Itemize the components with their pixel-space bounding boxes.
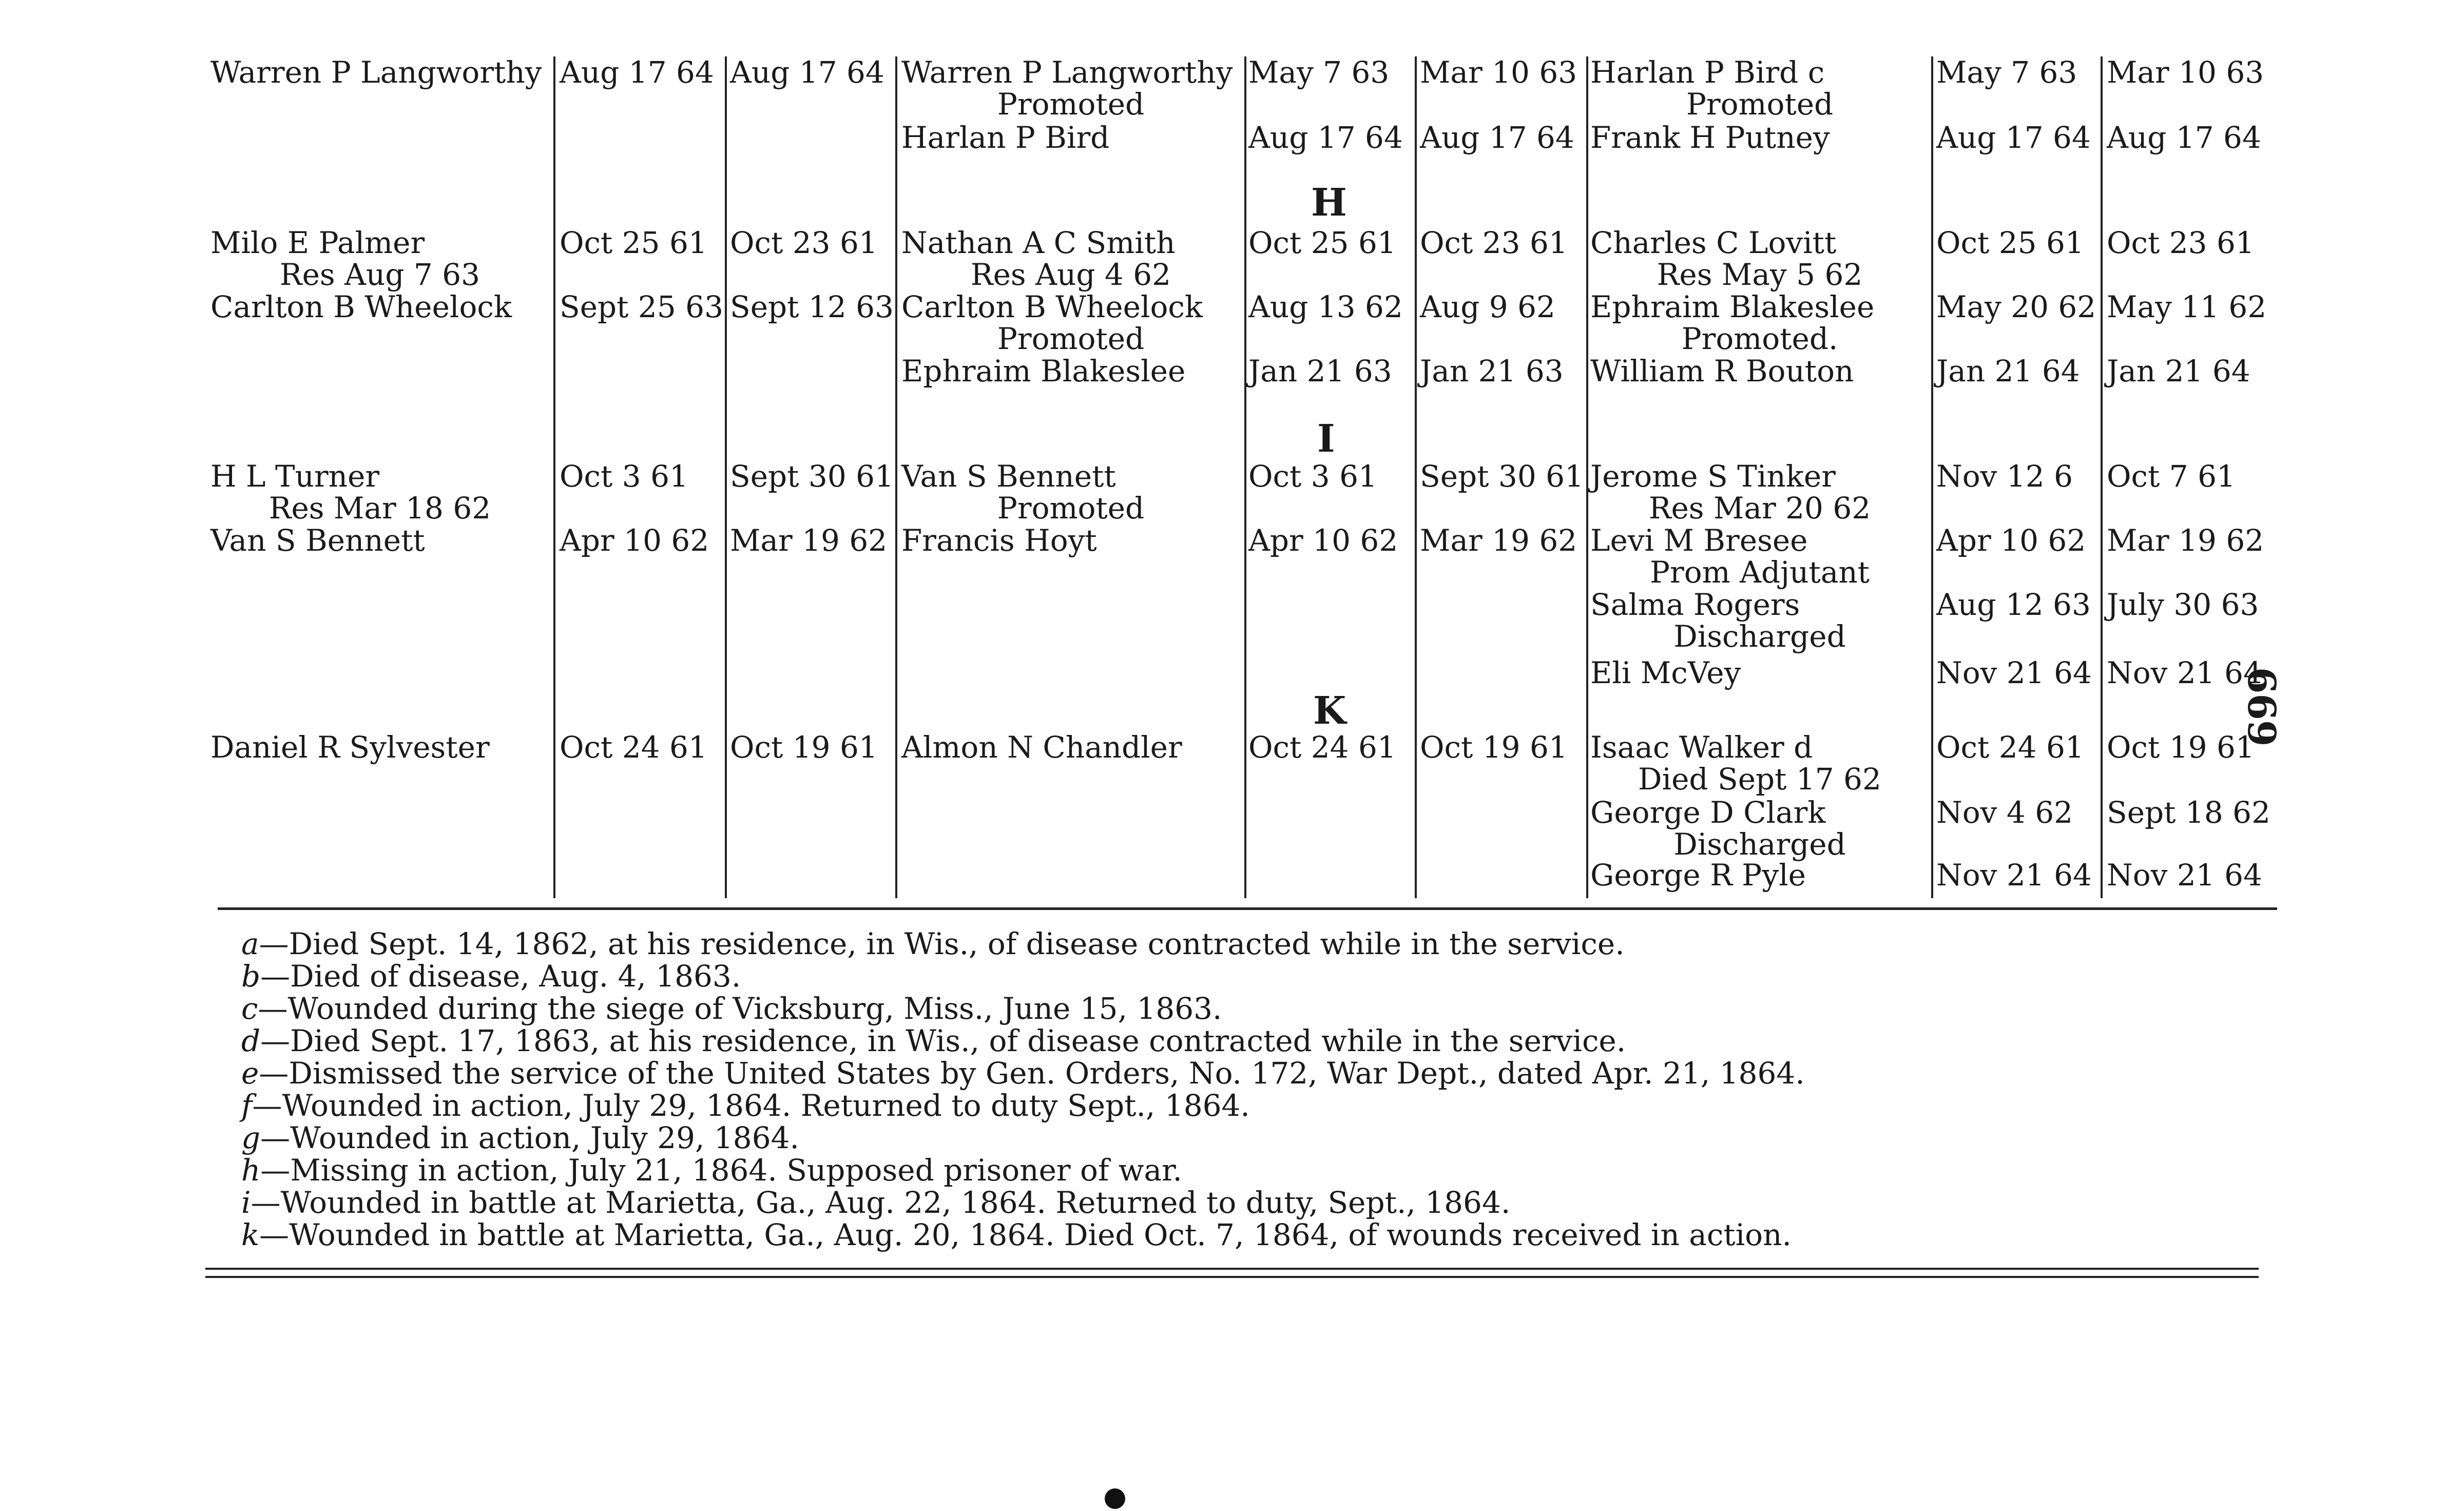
- col3-date2: Oct 7 61: [2107, 459, 2236, 494]
- col2-date1: Oct 3 61: [1248, 459, 1377, 494]
- col3-note: Res Mar 20 62: [1648, 491, 1871, 526]
- col1-date1: [560, 121, 720, 154]
- col2-name: Almon N Chandler: [901, 730, 1182, 765]
- col1-name: [210, 354, 549, 388]
- footnote-item: [241, 1057, 1805, 1090]
- footnote-item: [241, 928, 1805, 960]
- col1-date1: [560, 796, 720, 829]
- col2-date1: [1248, 588, 1412, 622]
- col3-name: Jerome S Tinker: [1590, 459, 1836, 494]
- footnote-text: —Dismissed the service of the United States by Gen. Orders, No. 172, War Dept., dated Apr. 21, 1864.: [259, 1056, 1805, 1091]
- col1-date2: Sept 12 63: [730, 289, 894, 324]
- column-rule: [1586, 56, 1588, 898]
- footnote-key: f: [241, 1088, 253, 1123]
- footnote-text: —Wounded in action, July 29, 1864. Returned to duty Sept., 1864.: [252, 1088, 1250, 1123]
- footnote-item: [241, 1025, 1805, 1057]
- col2-name: Nathan A C Smith: [901, 225, 1176, 260]
- col2-note: Promoted: [997, 321, 1145, 356]
- col1-note: [216, 890, 544, 924]
- col2-date1: [1248, 858, 1412, 892]
- col2-date2: Aug 9 62: [1420, 289, 1555, 324]
- col1-name: [210, 588, 549, 622]
- col3-date1: Nov 12 6: [1936, 459, 2073, 494]
- col1-note: [216, 386, 544, 420]
- col2-date1: Oct 24 61: [1248, 730, 1396, 765]
- footnote-key: i: [241, 1185, 251, 1220]
- ink-blot: [1105, 1488, 1125, 1509]
- company-letter-h: H: [1311, 181, 1347, 225]
- col2-date2: Mar 10 63: [1420, 55, 1577, 90]
- col1-date1: [560, 656, 720, 690]
- col1-date1: Apr 10 62: [560, 523, 709, 558]
- col1-date1: Oct 25 61: [560, 225, 707, 260]
- footnotes-bottom-rule-double: [205, 1276, 2259, 1278]
- footnote-text: —Wounded in battle at Marietta, Ga., Aug. 22, 1864. Returned to duty, Sept., 1864.: [251, 1185, 1511, 1220]
- col3-date1: Aug 17 64: [1936, 120, 2091, 155]
- col3-note: Promoted: [1686, 87, 1834, 122]
- col2-note: [901, 555, 1240, 589]
- col2-name: [901, 796, 1240, 829]
- col2-date1: Oct 25 61: [1248, 225, 1396, 260]
- col3-date2: Sept 18 62: [2107, 795, 2270, 830]
- col3-date2: Nov 21 64: [2107, 858, 2262, 893]
- col3-date1: Oct 25 61: [1936, 225, 2084, 260]
- col3-name: Harlan P Bird c: [1590, 55, 1825, 90]
- col1-note: [216, 555, 544, 589]
- col3-date1: Nov 21 64: [1936, 858, 2092, 893]
- col2-name: [901, 858, 1240, 892]
- col3-date2: Oct 23 61: [2107, 225, 2255, 260]
- footnotes-bottom-rule: [205, 1268, 2259, 1270]
- col1-name: [210, 796, 549, 829]
- col3-date1: Jan 21 64: [1936, 354, 2080, 389]
- col1-name: [210, 121, 549, 154]
- col2-note: Promoted: [997, 87, 1145, 122]
- col1-date2: Oct 23 61: [730, 225, 878, 260]
- col1-date2: [730, 796, 890, 829]
- col2-date1: [1248, 656, 1412, 690]
- col2-date2: Jan 21 63: [1420, 354, 1564, 389]
- col1-date1: Oct 24 61: [560, 730, 707, 765]
- col1-date2: [730, 354, 890, 388]
- col1-name: Carlton B Wheelock: [210, 289, 512, 324]
- col2-date2: Oct 23 61: [1420, 225, 1568, 260]
- table-bottom-rule: [218, 907, 2277, 910]
- footnote-text: —Missing in action, July 21, 1864. Supposed prisoner of war.: [260, 1153, 1182, 1188]
- col2-note: Res Aug 4 62: [970, 257, 1171, 292]
- column-rule: [1244, 56, 1246, 898]
- footnote-key: g: [241, 1120, 261, 1155]
- col3-name: Isaac Walker d: [1590, 730, 1813, 765]
- col2-name: Van S Bennett: [901, 459, 1116, 494]
- col2-date2: Sept 30 61: [1420, 459, 1584, 494]
- footnote-text: —Died Sept. 17, 1863, at his residence, in Wis., of disease contracted while in the service.: [260, 1023, 1626, 1058]
- column-rule: [725, 56, 727, 898]
- col3-note: Died Sept 17 62: [1638, 762, 1881, 797]
- col2-note: Promoted: [997, 491, 1145, 526]
- footnote-item: [241, 1090, 1805, 1122]
- col3-date2: May 11 62: [2107, 289, 2267, 324]
- col3-note: [1590, 890, 1929, 924]
- col3-name: Charles C Lovitt: [1590, 225, 1837, 260]
- col3-note: Promoted.: [1681, 321, 1838, 356]
- col3-date1: Aug 12 63: [1936, 587, 2091, 622]
- col1-name: [210, 656, 549, 690]
- column-rule: [1415, 56, 1417, 898]
- col2-date1: May 7 63: [1248, 55, 1390, 90]
- col2-name: [901, 588, 1240, 622]
- col3-date1: May 7 63: [1936, 55, 2077, 90]
- col2-date2: [1420, 796, 1583, 829]
- col3-note: [1590, 152, 1929, 186]
- col1-date1: Aug 17 64: [560, 55, 714, 90]
- column-rule: [1931, 56, 1933, 898]
- col3-date2: Mar 10 63: [2107, 55, 2264, 90]
- col1-name: [210, 858, 549, 892]
- col2-date1: Apr 10 62: [1248, 523, 1398, 558]
- col2-date2: [1420, 858, 1583, 892]
- col1-date2: [730, 121, 890, 154]
- col2-date2: [1420, 656, 1583, 690]
- col1-note: [216, 762, 544, 796]
- footnote-item: [241, 960, 1805, 993]
- col3-date1: Nov 4 62: [1936, 795, 2073, 830]
- col1-name: H L Turner: [210, 459, 380, 494]
- col1-date1: Oct 3 61: [560, 459, 688, 494]
- col2-note: [901, 619, 1240, 653]
- col1-date2: Aug 17 64: [730, 55, 884, 90]
- col2-date1: Aug 17 64: [1248, 120, 1403, 155]
- col1-note: [216, 688, 544, 722]
- footnote-text: —Died Sept. 14, 1862, at his residence, in Wis., of disease contracted while in the service.: [259, 926, 1625, 961]
- footnote-item: [241, 1122, 1805, 1154]
- footnote-text: —Wounded in battle at Marietta, Ga., Aug. 20, 1864. Died Oct. 7, 1864, of wounds received in action.: [259, 1217, 1792, 1252]
- col2-name: [901, 656, 1240, 690]
- col2-note: [901, 386, 1240, 420]
- footnote-item: [241, 1187, 1805, 1219]
- footnote-key: c: [241, 991, 258, 1026]
- col1-date2: Sept 30 61: [730, 459, 894, 494]
- footnote-text: —Wounded during the siege of Vicksburg, Miss., June 15, 1863.: [258, 991, 1222, 1026]
- col3-name: Ephraim Blakeslee: [1590, 289, 1875, 324]
- company-letter-k: K: [1313, 689, 1346, 733]
- col3-date2: Jan 21 64: [2107, 354, 2250, 389]
- col3-date1: May 20 62: [1936, 289, 2096, 324]
- footnote-key: b: [241, 959, 261, 994]
- col1-name: Daniel R Sylvester: [210, 730, 490, 765]
- col3-note: [1590, 386, 1929, 420]
- col3-name: George D Clark: [1590, 795, 1826, 830]
- column-rule: [553, 56, 555, 898]
- col1-note: [216, 619, 544, 653]
- footnote-key: h: [241, 1153, 261, 1188]
- column-rule: [2101, 56, 2103, 898]
- company-letter-i: I: [1317, 417, 1335, 461]
- col3-note: Res May 5 62: [1657, 257, 1863, 292]
- col3-note: Prom Adjutant: [1649, 555, 1870, 590]
- col1-note: [216, 322, 544, 356]
- col3-note: Discharged: [1673, 619, 1846, 654]
- col2-date2: [1420, 588, 1583, 622]
- col3-name: Frank H Putney: [1590, 120, 1830, 155]
- footnote-key: a: [241, 926, 259, 961]
- col2-date1: Jan 21 63: [1248, 354, 1392, 389]
- col3-note: Discharged: [1673, 827, 1846, 862]
- col2-name: Ephraim Blakeslee: [901, 354, 1186, 389]
- col3-date2: July 30 63: [2107, 587, 2259, 622]
- footnote-text: —Died of disease, Aug. 4, 1863.: [260, 959, 741, 994]
- col2-note: [901, 762, 1240, 796]
- col1-note: Res Aug 7 63: [279, 257, 480, 292]
- col1-date2: Oct 19 61: [730, 730, 878, 765]
- col1-note: Res Mar 18 62: [268, 491, 491, 526]
- col3-date2: Mar 19 62: [2107, 523, 2264, 558]
- col3-name: William R Bouton: [1590, 354, 1854, 389]
- col3-note: [1590, 688, 1929, 722]
- page-number: 669: [2239, 667, 2283, 747]
- footnote-key: k: [241, 1217, 260, 1252]
- col1-note: [216, 827, 544, 861]
- col1-date1: Sept 25 63: [560, 289, 723, 324]
- col1-note: [216, 87, 544, 121]
- col3-name: Levi M Bresee: [1590, 523, 1808, 558]
- col2-date2: Oct 19 61: [1420, 730, 1568, 765]
- col3-name: Eli McVey: [1590, 655, 1741, 690]
- col3-date2: Oct 19 61: [2107, 730, 2255, 765]
- col2-note: [901, 890, 1240, 924]
- col3-date1: Apr 10 62: [1936, 523, 2086, 558]
- column-rule: [895, 56, 897, 898]
- col1-name: Milo E Palmer: [210, 225, 425, 260]
- footnote-item: [241, 1219, 1805, 1251]
- footnote-item: [241, 1154, 1805, 1187]
- col1-date1: [560, 354, 720, 388]
- col2-name: Carlton B Wheelock: [901, 289, 1203, 324]
- footnote-key: d: [241, 1023, 261, 1058]
- footnotes: [241, 928, 1805, 1251]
- col1-date2: [730, 588, 890, 622]
- col2-date1: [1248, 796, 1412, 829]
- col3-date2: Aug 17 64: [2107, 120, 2261, 155]
- col2-note: [901, 152, 1240, 186]
- col1-date2: [730, 656, 890, 690]
- col2-name: Harlan P Bird: [901, 120, 1110, 155]
- col2-name: Francis Hoyt: [901, 523, 1097, 558]
- col1-date1: [560, 588, 720, 622]
- col1-date1: [560, 858, 720, 892]
- col3-name: Salma Rogers: [1590, 587, 1800, 622]
- col1-note: [216, 152, 544, 186]
- col2-date2: Mar 19 62: [1420, 523, 1577, 558]
- col2-note: [901, 827, 1240, 861]
- col3-date2: Nov 21 64: [2107, 655, 2262, 690]
- col3-name: George R Pyle: [1590, 858, 1806, 893]
- col2-note: [901, 688, 1240, 722]
- col2-name: Warren P Langworthy: [901, 55, 1233, 90]
- footnote-item: [241, 993, 1805, 1025]
- col1-name: Van S Bennett: [210, 523, 425, 558]
- footnote-key: e: [241, 1056, 259, 1091]
- col1-date2: [730, 858, 890, 892]
- col1-name: Warren P Langworthy: [210, 55, 542, 90]
- col3-date1: Oct 24 61: [1936, 730, 2084, 765]
- col2-date1: Aug 13 62: [1248, 289, 1403, 324]
- col1-date2: Mar 19 62: [730, 523, 888, 558]
- footnote-text: —Wounded in action, July 29, 1864.: [260, 1120, 799, 1155]
- col3-date1: Nov 21 64: [1936, 655, 2092, 690]
- col2-date2: Aug 17 64: [1420, 120, 1574, 155]
